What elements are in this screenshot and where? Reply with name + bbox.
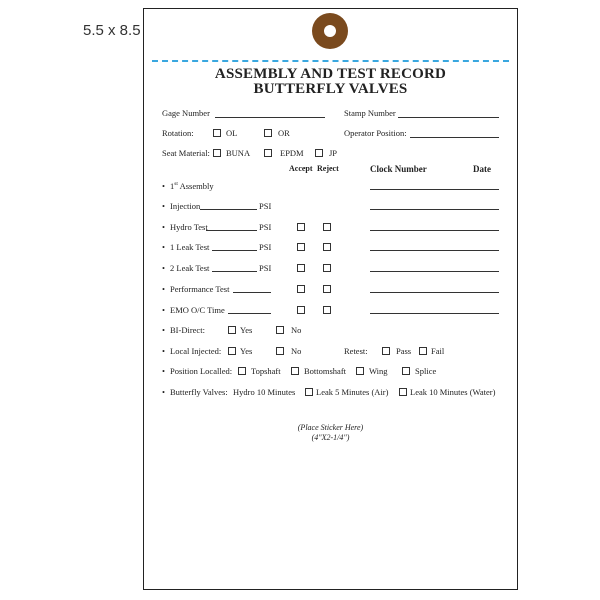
retest-label: Retest: <box>344 346 368 356</box>
performance-accept-checkbox[interactable] <box>297 285 305 293</box>
local-injected-label: Local Injected: <box>170 346 222 356</box>
position-bottomshaft-checkbox[interactable] <box>291 367 299 375</box>
local-injected-no-label: No <box>291 346 302 356</box>
performance-reject-checkbox[interactable] <box>323 285 331 293</box>
bv-hydro-label: Hydro 10 Minutes <box>233 387 296 397</box>
retest-pass-checkbox[interactable] <box>382 347 390 355</box>
emo-time-label: EMO O/C Time <box>170 305 225 315</box>
leak1-accept-checkbox[interactable] <box>297 243 305 251</box>
rotation-ol-checkbox[interactable] <box>213 129 221 137</box>
emo-reject-checkbox[interactable] <box>323 306 331 314</box>
leak2-reject-checkbox[interactable] <box>323 264 331 272</box>
bv-leak10-checkbox[interactable] <box>399 388 407 396</box>
assembly-ordinal: st <box>174 181 178 187</box>
leak2-clock-field[interactable] <box>370 271 499 272</box>
perforation-line <box>152 60 509 62</box>
hydro-accept-checkbox[interactable] <box>297 223 305 231</box>
performance-field[interactable] <box>233 292 271 293</box>
assembly-label <box>170 181 214 191</box>
gage-number-field[interactable] <box>215 117 325 118</box>
local-injected-no-checkbox[interactable] <box>276 347 284 355</box>
bullet: • <box>162 346 165 356</box>
seat-jp-checkbox[interactable] <box>315 149 323 157</box>
bi-direct-no-checkbox[interactable] <box>276 326 284 334</box>
bullet: • <box>162 284 165 294</box>
bullet: • <box>162 242 165 252</box>
bullet: • <box>162 325 165 335</box>
bullet: • <box>162 181 165 191</box>
seat-epdm-checkbox[interactable] <box>264 149 272 157</box>
bullet: • <box>162 387 165 397</box>
emo-accept-checkbox[interactable] <box>297 306 305 314</box>
bi-direct-label: BI-Direct: <box>170 325 205 335</box>
leak1-unit: PSI <box>259 242 272 252</box>
position-wing-checkbox[interactable] <box>356 367 364 375</box>
seat-jp-label: JP <box>329 148 338 158</box>
bullet: • <box>162 263 165 273</box>
butterfly-valves-label: Butterfly Valves: <box>170 387 228 397</box>
form-subtitle: BUTTERFLY VALVES <box>253 81 408 97</box>
leak2-accept-checkbox[interactable] <box>297 264 305 272</box>
clock-number-header: Clock Number <box>370 164 427 174</box>
seat-buna-label: BUNA <box>226 148 251 158</box>
leak1-test-label: 1 Leak Test <box>170 242 210 252</box>
rotation-label: Rotation: <box>162 128 194 138</box>
form-title: ASSEMBLY AND TEST RECORD <box>214 66 447 82</box>
position-wing-label: Wing <box>369 366 388 376</box>
bullet: • <box>162 305 165 315</box>
tag-card <box>143 8 518 590</box>
bi-direct-yes-label: Yes <box>240 325 253 335</box>
rotation-ol-label: OL <box>226 128 238 138</box>
injection-unit: PSI <box>259 201 272 211</box>
position-splice-label: Splice <box>415 366 437 376</box>
leak2-test-label: 2 Leak Test <box>170 263 210 273</box>
injection-label: Injection <box>170 201 201 211</box>
assembly-number: 1 <box>170 181 175 191</box>
seat-material-label: Seat Material: <box>162 148 210 158</box>
operator-position-label: Operator Position: <box>344 128 407 138</box>
hydro-unit: PSI <box>259 222 272 232</box>
seat-epdm-label: EPDM <box>280 148 304 158</box>
reject-header: Reject <box>317 164 339 173</box>
hydro-psi-field[interactable] <box>206 230 257 231</box>
leak1-psi-field[interactable] <box>212 250 257 251</box>
bi-direct-yes-checkbox[interactable] <box>228 326 236 334</box>
date-header: Date <box>473 164 491 174</box>
leak1-clock-field[interactable] <box>370 250 499 251</box>
bv-leak10-label: Leak 10 Minutes (Water) <box>410 387 496 397</box>
seat-buna-checkbox[interactable] <box>213 149 221 157</box>
size-label: 5.5 x 8.5 <box>83 22 141 39</box>
gage-number-label: Gage Number <box>162 108 210 118</box>
grommet-hole <box>312 13 348 49</box>
injection-psi-field[interactable] <box>200 209 257 210</box>
stamp-number-label: Stamp Number <box>344 108 396 118</box>
position-topshaft-label: Topshaft <box>251 366 281 376</box>
performance-clock-field[interactable] <box>370 292 499 293</box>
leak1-reject-checkbox[interactable] <box>323 243 331 251</box>
bullet: • <box>162 366 165 376</box>
rotation-or-label: OR <box>278 128 290 138</box>
retest-fail-label: Fail <box>431 346 445 356</box>
bv-leak5-label: Leak 5 Minutes (Air) <box>316 387 389 397</box>
position-topshaft-checkbox[interactable] <box>238 367 246 375</box>
bv-leak5-checkbox[interactable] <box>305 388 313 396</box>
assembly-text: Assembly <box>179 181 214 191</box>
hydro-clock-field[interactable] <box>370 230 499 231</box>
leak2-unit: PSI <box>259 263 272 273</box>
bullet: • <box>162 201 165 211</box>
position-localled-label: Position Localled: <box>170 366 233 376</box>
injection-clock-field[interactable] <box>370 209 499 210</box>
assembly-clock-field[interactable] <box>370 189 499 190</box>
position-bottomshaft-label: Bottomshaft <box>304 366 347 376</box>
local-injected-yes-checkbox[interactable] <box>228 347 236 355</box>
local-injected-yes-label: Yes <box>240 346 253 356</box>
bullet: • <box>162 222 165 232</box>
position-splice-checkbox[interactable] <box>402 367 410 375</box>
retest-pass-label: Pass <box>396 346 412 356</box>
stamp-number-field[interactable] <box>398 117 499 118</box>
hydro-test-label: Hydro Test <box>170 222 208 232</box>
retest-fail-checkbox[interactable] <box>419 347 427 355</box>
rotation-or-checkbox[interactable] <box>264 129 272 137</box>
sticker-size: (4"X2-1/4") <box>311 433 350 442</box>
sticker-instruction: (Place Sticker Here) <box>297 423 364 432</box>
emo-time-field[interactable] <box>228 313 271 314</box>
leak2-psi-field[interactable] <box>212 271 257 272</box>
performance-test-label: Performance Test <box>170 284 230 294</box>
operator-position-field[interactable] <box>410 137 499 138</box>
hydro-reject-checkbox[interactable] <box>323 223 331 231</box>
emo-clock-field[interactable] <box>370 313 499 314</box>
accept-header: Accept <box>289 164 313 173</box>
bi-direct-no-label: No <box>291 325 302 335</box>
